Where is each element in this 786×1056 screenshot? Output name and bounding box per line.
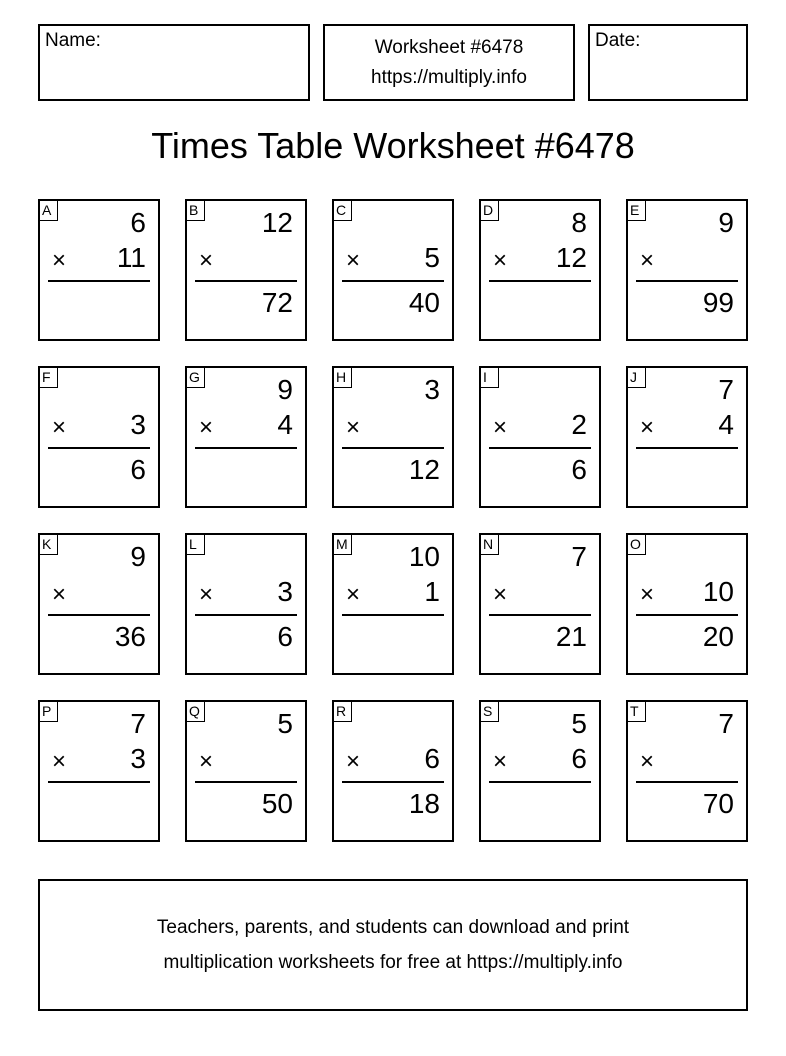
bottom-factor: 5 (424, 242, 440, 273)
bottom-factor: 2 (571, 409, 587, 440)
times-sign: × (493, 414, 508, 441)
problem-card (479, 199, 601, 341)
problem-card (38, 533, 160, 675)
times-sign: × (640, 748, 655, 775)
problem-card (626, 700, 748, 842)
times-sign: × (346, 247, 361, 274)
worksheet-url: https://multiply.info (371, 67, 527, 88)
bottom-factor: 4 (718, 409, 734, 440)
problem-card (626, 366, 748, 508)
footer-box (38, 879, 748, 1011)
answer-rule (195, 781, 297, 783)
product-answer: 18 (408, 788, 440, 819)
answer-rule (342, 781, 444, 783)
answer-rule (342, 447, 444, 449)
date-box[interactable] (588, 24, 748, 101)
times-sign: × (52, 414, 67, 441)
top-factor: 8 (571, 207, 587, 238)
bottom-factor: 6 (424, 743, 440, 774)
problem-letter: B (185, 199, 205, 221)
product-answer: 21 (555, 621, 587, 652)
top-factor: 9 (130, 541, 146, 572)
top-factor: 6 (130, 207, 146, 238)
bottom-factor: 3 (277, 576, 293, 607)
problem-letter: J (626, 366, 646, 388)
name-box[interactable] (38, 24, 310, 101)
problem-letter: D (479, 199, 499, 221)
problem-card (38, 700, 160, 842)
worksheet-id-box (323, 24, 575, 101)
top-factor: 7 (571, 541, 587, 572)
times-sign: × (640, 414, 655, 441)
problem-letter: N (479, 533, 499, 555)
problem-letter: A (38, 199, 58, 221)
top-factor: 12 (261, 207, 293, 238)
answer-rule (195, 447, 297, 449)
footer-line-1: Teachers, parents, and students can download and print (156, 917, 630, 938)
times-sign: × (346, 581, 361, 608)
answer-rule (342, 614, 444, 616)
product-answer: 99 (702, 287, 734, 318)
name-label: Name: (45, 30, 101, 51)
problem-letter: R (332, 700, 352, 722)
problem-card (626, 533, 748, 675)
answer-rule (48, 280, 150, 282)
problem-card (332, 533, 454, 675)
answer-rule (489, 614, 591, 616)
product-answer: 6 (277, 621, 293, 652)
problem-card (38, 366, 160, 508)
top-factor: 7 (130, 708, 146, 739)
top-factor: 9 (718, 207, 734, 238)
problem-letter: O (626, 533, 646, 555)
times-sign: × (52, 247, 67, 274)
times-sign: × (640, 581, 655, 608)
problem-letter: T (626, 700, 646, 722)
bottom-factor: 6 (571, 743, 587, 774)
problem-letter: C (332, 199, 352, 221)
answer-rule (48, 781, 150, 783)
problem-card (185, 533, 307, 675)
page-title: Times Table Worksheet #6478 (151, 125, 635, 166)
top-factor: 9 (277, 374, 293, 405)
times-sign: × (640, 247, 655, 274)
problem-card (479, 700, 601, 842)
answer-rule (489, 781, 591, 783)
product-answer: 12 (408, 454, 440, 485)
times-sign: × (346, 414, 361, 441)
times-sign: × (199, 581, 214, 608)
bottom-factor: 3 (130, 409, 146, 440)
problem-card (38, 199, 160, 341)
problem-card (332, 366, 454, 508)
times-sign: × (199, 247, 214, 274)
bottom-factor: 3 (130, 743, 146, 774)
footer-line-2: multiplication worksheets for free at https://multiply.info (163, 952, 623, 973)
top-factor: 10 (408, 541, 440, 572)
answer-rule (636, 614, 738, 616)
problem-card (185, 366, 307, 508)
top-factor: 5 (571, 708, 587, 739)
problem-letter: S (479, 700, 499, 722)
product-answer: 20 (702, 621, 734, 652)
times-sign: × (199, 414, 214, 441)
problem-letter: L (185, 533, 205, 555)
problem-letter: H (332, 366, 352, 388)
product-answer: 50 (261, 788, 293, 819)
problem-letter: K (38, 533, 58, 555)
problem-letter: I (479, 366, 499, 388)
problem-letter: P (38, 700, 58, 722)
answer-rule (636, 447, 738, 449)
bottom-factor: 4 (277, 409, 293, 440)
answer-rule (342, 280, 444, 282)
answer-rule (489, 280, 591, 282)
times-sign: × (52, 581, 67, 608)
problem-letter: M (332, 533, 352, 555)
times-sign: × (493, 581, 508, 608)
problem-card (185, 700, 307, 842)
answer-rule (489, 447, 591, 449)
answer-rule (48, 614, 150, 616)
problem-card (332, 199, 454, 341)
bottom-factor: 10 (702, 576, 734, 607)
problem-letter: E (626, 199, 646, 221)
date-label: Date: (595, 30, 641, 51)
top-factor: 7 (718, 708, 734, 739)
problem-card (185, 199, 307, 341)
problem-card (479, 533, 601, 675)
problem-letter: G (185, 366, 205, 388)
times-sign: × (52, 748, 67, 775)
bottom-factor: 11 (116, 242, 146, 273)
times-sign: × (346, 748, 361, 775)
problem-card (479, 366, 601, 508)
product-answer: 36 (114, 621, 146, 652)
problem-letter: Q (185, 700, 205, 722)
bottom-factor: 12 (555, 242, 587, 273)
times-sign: × (493, 748, 508, 775)
product-answer: 72 (261, 287, 293, 318)
answer-rule (48, 447, 150, 449)
top-factor: 3 (424, 374, 440, 405)
times-sign: × (199, 748, 214, 775)
answer-rule (195, 614, 297, 616)
problem-letter: F (38, 366, 58, 388)
worksheet-id: Worksheet #6478 (374, 37, 524, 58)
answer-rule (636, 280, 738, 282)
answer-rule (195, 280, 297, 282)
answer-rule (636, 781, 738, 783)
top-factor: 7 (718, 374, 734, 405)
times-sign: × (493, 247, 508, 274)
product-answer: 6 (130, 454, 146, 485)
product-answer: 70 (702, 788, 734, 819)
problem-card (626, 199, 748, 341)
product-answer: 40 (408, 287, 440, 318)
bottom-factor: 1 (424, 576, 440, 607)
top-factor: 5 (277, 708, 293, 739)
product-answer: 6 (571, 454, 587, 485)
problem-card (332, 700, 454, 842)
